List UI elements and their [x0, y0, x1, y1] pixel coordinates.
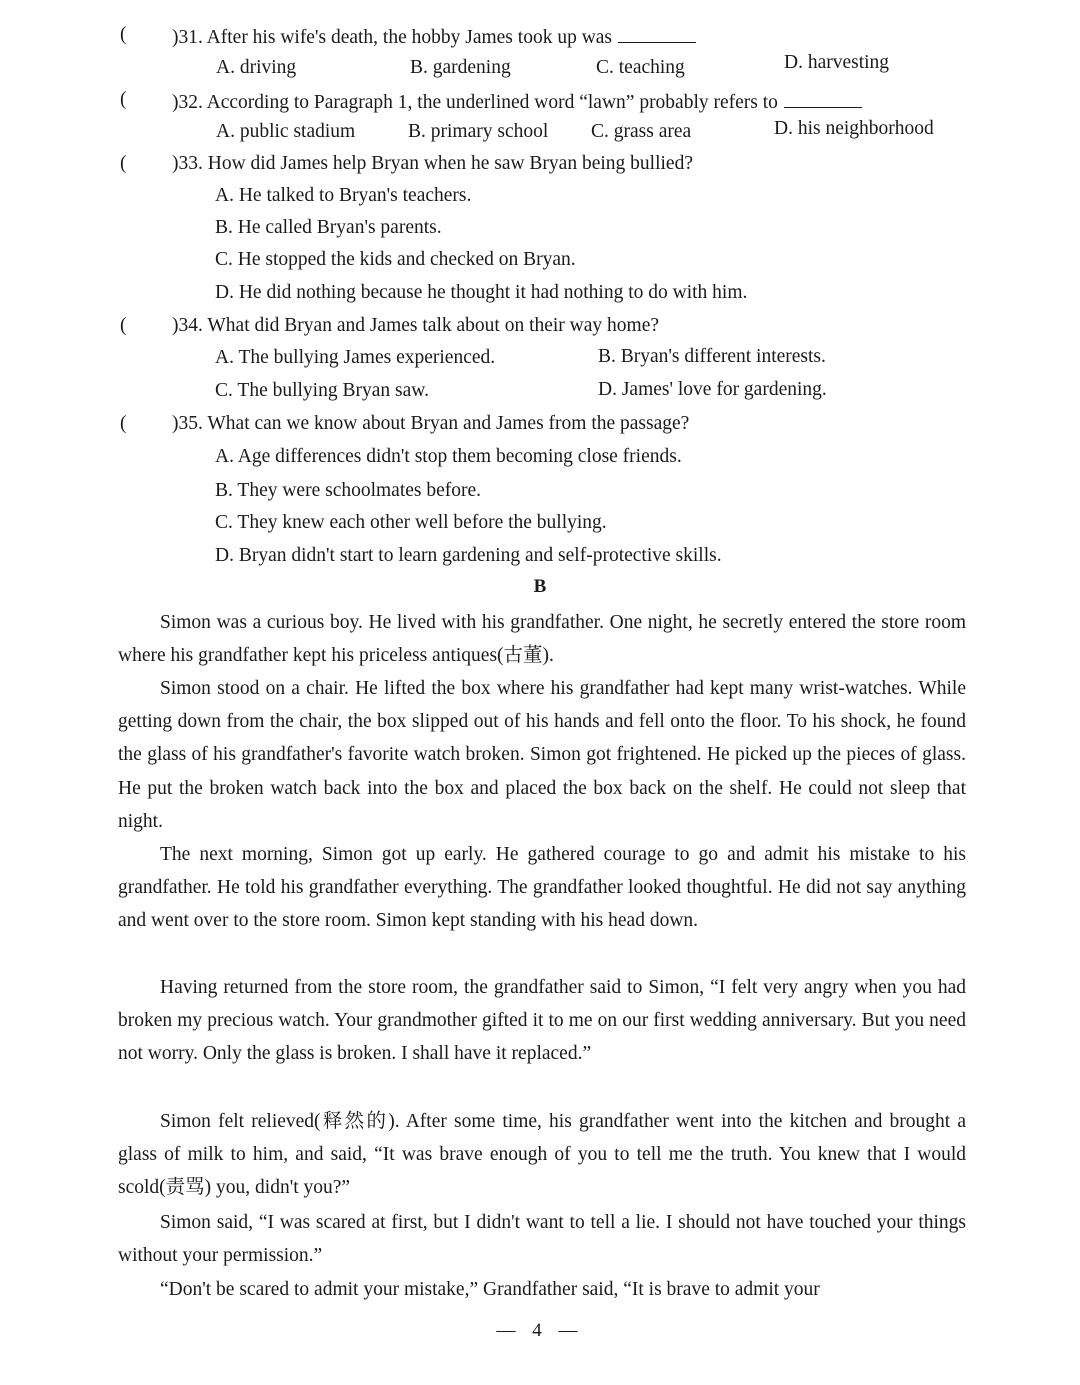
option-c: C. He stopped the kids and checked on Bryan. — [215, 249, 576, 270]
option-b: B. They were schoolmates before. — [215, 480, 482, 501]
option-d: D. James' love for gardening. — [598, 379, 827, 400]
answer-paren: ( — [120, 24, 127, 45]
passage-paragraph: Simon said, “I was scared at first, but I didn't want to tell a lie. I should not have touched your things without your permission.” — [118, 1212, 966, 1267]
answer-paren: ( — [120, 413, 127, 434]
page-number: — 4 — — [496, 1320, 584, 1341]
passage-paragraph: “Don't be scared to admit your mistake,” Grandfather said, “It is brave to admit your — [160, 1279, 820, 1300]
passage-paragraph: The next morning, Simon got up early. He gathered courage to go and admit his mistake to his grandfather. He told his grandfather everything. The grandfather looked thoughtful. He did not say anything and went over to the store room. Simon kept standing with his head down. — [118, 844, 966, 932]
question-text: )35. What can we know about Bryan and James from the passage? — [172, 413, 690, 434]
answer-paren: ( — [120, 315, 127, 336]
passage-paragraph: Simon felt relieved(释然的). After some time, his grandfather went into the kitchen and brought a glass of milk to him, and said, “It was brave enough of you to tell me the truth. You knew that I would scold(责骂) you, didn't you?” — [118, 1111, 966, 1199]
option-b: B. gardening — [410, 57, 511, 78]
option-d: D. He did nothing because he thought it had nothing to do with him. — [215, 282, 748, 303]
question-text: )34. What did Bryan and James talk about on their way home? — [172, 315, 660, 336]
option-b: B. primary school — [408, 121, 549, 142]
passage-paragraph: Simon was a curious boy. He lived with his grandfather. One night, he secretly entered the store room where his grandfather kept his priceless antiques(古董). — [118, 612, 966, 667]
option-c: C. grass area — [591, 121, 692, 142]
option-b: B. Bryan's different interests. — [598, 346, 826, 367]
passage-paragraph: Simon stood on a chair. He lifted the box where his grandfather had kept many wrist-watches. While getting down from the chair, the box slipped out of his hands and fell onto the floor. To his shock, he found the glass of his grandfather's favorite watch broken. Simon got frightened. He picked up the pieces of glass. He put the broken watch back into the box and placed the box back on the shelf. He could not sleep that night. — [118, 678, 966, 832]
option-a: A. He talked to Bryan's teachers. — [215, 185, 472, 206]
answer-paren: ( — [120, 89, 127, 110]
question-text: )33. How did James help Bryan when he saw Bryan being bullied? — [172, 153, 693, 174]
answer-blank — [784, 89, 862, 108]
option-d: D. his neighborhood — [774, 118, 934, 139]
answer-blank — [618, 24, 696, 43]
answer-paren: ( — [120, 153, 127, 174]
option-b: B. He called Bryan's parents. — [215, 217, 442, 238]
option-d: D. Bryan didn't start to learn gardening and self-protective skills. — [215, 545, 722, 566]
option-c: C. They knew each other well before the bullying. — [215, 512, 607, 533]
section-title: B — [533, 576, 547, 597]
option-c: C. teaching — [596, 57, 685, 78]
question-text: )32. According to Paragraph 1, the underlined word “lawn” probably refers to — [172, 89, 862, 114]
option-a: A. Age differences didn't stop them becoming close friends. — [215, 446, 682, 467]
option-c: C. The bullying Bryan saw. — [215, 380, 429, 401]
passage-paragraph: Having returned from the store room, the grandfather said to Simon, “I felt very angry when you had broken my precious watch. Your grandmother gifted it to me on our first wedding anniversary. But you need not worry. Only the glass is broken. I shall have it replaced.” — [118, 977, 966, 1065]
option-d: D. harvesting — [784, 52, 890, 73]
option-a: A. The bullying James experienced. — [215, 347, 496, 368]
question-text: )31. After his wife's death, the hobby James took up was — [172, 24, 696, 49]
option-a: A. driving — [216, 57, 297, 78]
option-a: A. public stadium — [216, 121, 356, 142]
